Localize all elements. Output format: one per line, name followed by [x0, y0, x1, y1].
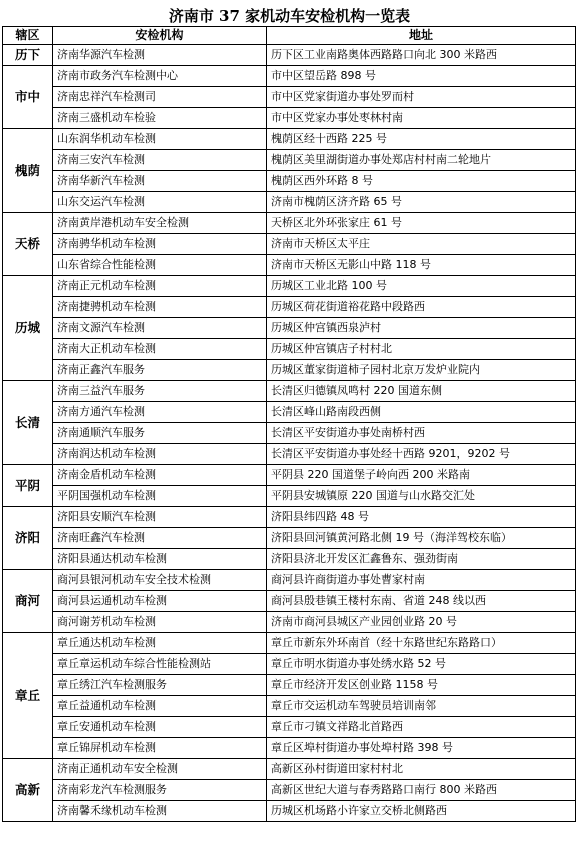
table-row	[3, 276, 576, 297]
agency-name-cell: 济南润达机动车检测	[53, 444, 267, 465]
address-cell: 市中区望岳路 898 号	[267, 66, 576, 87]
address-cell: 高新区世纪大道与春秀路路口南行 800 米路西	[267, 780, 576, 801]
agency-name-cell: 济南三盛机动车检验	[53, 108, 267, 129]
table-row	[3, 339, 576, 360]
column-header-agency: 安检机构	[53, 27, 267, 45]
agency-name-cell: 济南正通机动车安全检测	[53, 759, 267, 780]
district-cell: 高新	[3, 759, 53, 822]
agency-name-cell: 商河县银河机动车安全技术检测	[53, 570, 267, 591]
address-cell: 济阳县纬四路 48 号	[267, 507, 576, 528]
agency-name-cell: 济南方通汽车检测	[53, 402, 267, 423]
table-row	[3, 129, 576, 150]
address-cell: 长清区平安街道办事处经十西路 9201，9202 号	[267, 444, 576, 465]
table-row	[3, 255, 576, 276]
agency-name-cell: 济阳县通达机动车检测	[53, 549, 267, 570]
table-row	[3, 381, 576, 402]
agency-name-cell: 章丘通达机动车检测	[53, 633, 267, 654]
agency-name-cell: 山东省综合性能检测	[53, 255, 267, 276]
address-cell: 济南市天桥区太平庄	[267, 234, 576, 255]
agency-name-cell: 济阳县安顺汽车检测	[53, 507, 267, 528]
agency-name-cell: 济南通顺汽车服务	[53, 423, 267, 444]
address-cell: 济阳县回河镇黄河路北侧 19 号（海洋驾校东临）	[267, 528, 576, 549]
agency-name-cell: 济南市政务汽车检测中心	[53, 66, 267, 87]
agency-name-cell: 济南三安汽车检测	[53, 150, 267, 171]
agency-name-cell: 济南馨禾缘机动车检测	[53, 801, 267, 822]
address-cell: 槐荫区西外环路 8 号	[267, 171, 576, 192]
district-cell: 天桥	[3, 213, 53, 276]
table-row	[3, 801, 576, 822]
table-body	[3, 45, 576, 822]
district-cell: 槐荫	[3, 129, 53, 213]
agency-name-cell: 章丘绣江汽车检测服务	[53, 675, 267, 696]
table-row	[3, 738, 576, 759]
agency-name-cell: 山东交运汽车检测	[53, 192, 267, 213]
table-row	[3, 171, 576, 192]
address-cell: 历下区工业南路奥体西路路口向北 300 米路西	[267, 45, 576, 66]
address-cell: 章丘市刁镇文祥路北首路西	[267, 717, 576, 738]
agency-name-cell: 章丘锦屏机动车检测	[53, 738, 267, 759]
address-cell: 平阴县 220 国道堡子岭向西 200 米路南	[267, 465, 576, 486]
agency-name-cell: 济南黄岸港机动车安全检测	[53, 213, 267, 234]
address-cell: 高新区孙村街道田家村村北	[267, 759, 576, 780]
district-cell: 平阴	[3, 465, 53, 507]
table-row	[3, 108, 576, 129]
page-title: 济南市 37 家机动车安检机构一览表	[168, 7, 411, 25]
table-row	[3, 87, 576, 108]
district-cell: 长清	[3, 381, 53, 465]
address-cell: 平阴县安城镇原 220 国道与山水路交汇处	[267, 486, 576, 507]
table-row	[3, 780, 576, 801]
table-row	[3, 528, 576, 549]
address-cell: 商河县殷巷镇王楼村东南、省道 248 线以西	[267, 591, 576, 612]
table-row	[3, 150, 576, 171]
table-row	[3, 696, 576, 717]
table-row	[3, 402, 576, 423]
table-row	[3, 360, 576, 381]
agency-name-cell: 山东润华机动车检测	[53, 129, 267, 150]
district-cell: 济阳	[3, 507, 53, 570]
address-cell: 济南市槐荫区济齐路 65 号	[267, 192, 576, 213]
address-cell: 长清区平安街道办事处南桥村西	[267, 423, 576, 444]
address-cell: 济南市商河县城区产业园创业路 20 号	[267, 612, 576, 633]
address-cell: 济阳县济北开发区汇鑫鲁东、强劲街南	[267, 549, 576, 570]
table-row	[3, 213, 576, 234]
agency-name-cell: 济南文源汽车检测	[53, 318, 267, 339]
agency-name-cell: 济南捷骋机动车检测	[53, 297, 267, 318]
column-header-district: 辖区	[3, 27, 53, 45]
agency-name-cell: 济南正元机动车检测	[53, 276, 267, 297]
agency-name-cell: 平阴国强机动车检测	[53, 486, 267, 507]
table-row	[3, 675, 576, 696]
table-header-row	[3, 27, 576, 45]
table-row	[3, 192, 576, 213]
agency-name-cell: 济南正鑫汽车服务	[53, 360, 267, 381]
table-row	[3, 66, 576, 87]
district-cell: 商河	[3, 570, 53, 633]
address-cell: 市中区党家办事处枣林村南	[267, 108, 576, 129]
address-cell: 济南市天桥区无影山中路 118 号	[267, 255, 576, 276]
address-cell: 历城区董家街道柿子园村北京万发炉业院内	[267, 360, 576, 381]
agency-name-cell: 济南忠祥汽车检测司	[53, 87, 267, 108]
district-cell: 市中	[3, 66, 53, 129]
table-row	[3, 612, 576, 633]
table-row	[3, 444, 576, 465]
address-cell: 章丘市经济开发区创业路 1158 号	[267, 675, 576, 696]
table-row	[3, 45, 576, 66]
address-cell: 章丘市明水街道办事处绣水路 52 号	[267, 654, 576, 675]
table-row	[3, 759, 576, 780]
address-cell: 章丘市交运机动车驾驶员培训南邻	[267, 696, 576, 717]
table-row	[3, 486, 576, 507]
table-row	[3, 297, 576, 318]
address-cell: 历城区仲宫镇店子村村北	[267, 339, 576, 360]
table-row	[3, 234, 576, 255]
column-header-address: 地址	[267, 27, 576, 45]
agency-name-cell: 章丘安通机动车检测	[53, 717, 267, 738]
agency-name-cell: 商河县运通机动车检测	[53, 591, 267, 612]
address-cell: 章丘市新东外环南首（经十东路世纪东路路口）	[267, 633, 576, 654]
address-cell: 章丘区埠村街道办事处埠村路 398 号	[267, 738, 576, 759]
agency-name-cell: 章丘益通机动车检测	[53, 696, 267, 717]
address-cell: 长清区峰山路南段西侧	[267, 402, 576, 423]
address-cell: 长清区归德镇凤鸣村 220 国道东侧	[267, 381, 576, 402]
table-row	[3, 570, 576, 591]
district-cell: 历下	[3, 45, 53, 66]
district-cell: 历城	[3, 276, 53, 381]
agency-name-cell: 济南华源汽车检测	[53, 45, 267, 66]
table-row	[3, 654, 576, 675]
agency-name-cell: 章丘章运机动车综合性能检测站	[53, 654, 267, 675]
table-row	[3, 717, 576, 738]
address-cell: 历城区工业北路 100 号	[267, 276, 576, 297]
district-cell: 章丘	[3, 633, 53, 759]
table-row	[3, 423, 576, 444]
address-cell: 天桥区北外环张家庄 61 号	[267, 213, 576, 234]
address-cell: 槐荫区经十西路 225 号	[267, 129, 576, 150]
agency-name-cell: 济南旺鑫汽车检测	[53, 528, 267, 549]
agency-name-cell: 济南华新汽车检测	[53, 171, 267, 192]
table-row	[3, 633, 576, 654]
table-row	[3, 591, 576, 612]
address-cell: 槐荫区美里湖街道办事处郑店村村南二轮地片	[267, 150, 576, 171]
address-cell: 市中区党家街道办事处罗而村	[267, 87, 576, 108]
agency-name-cell: 商河谢芳机动车检测	[53, 612, 267, 633]
table-row	[3, 318, 576, 339]
agency-name-cell: 济南三益汽车服务	[53, 381, 267, 402]
inspection-agency-table	[2, 26, 576, 822]
table-row	[3, 465, 576, 486]
table-row	[3, 549, 576, 570]
agency-name-cell: 济南彩龙汽车检测服务	[53, 780, 267, 801]
address-cell: 商河县许商街道办事处曹家村南	[267, 570, 576, 591]
agency-name-cell: 济南大正机动车检测	[53, 339, 267, 360]
table-row	[3, 507, 576, 528]
address-cell: 历城区仲宫镇西泉泸村	[267, 318, 576, 339]
agency-name-cell: 济南金盾机动车检测	[53, 465, 267, 486]
agency-name-cell: 济南骋华机动车检测	[53, 234, 267, 255]
address-cell: 历城区机场路小许家立交桥北侧路西	[267, 801, 576, 822]
address-cell: 历城区荷花街道裕花路中段路西	[267, 297, 576, 318]
